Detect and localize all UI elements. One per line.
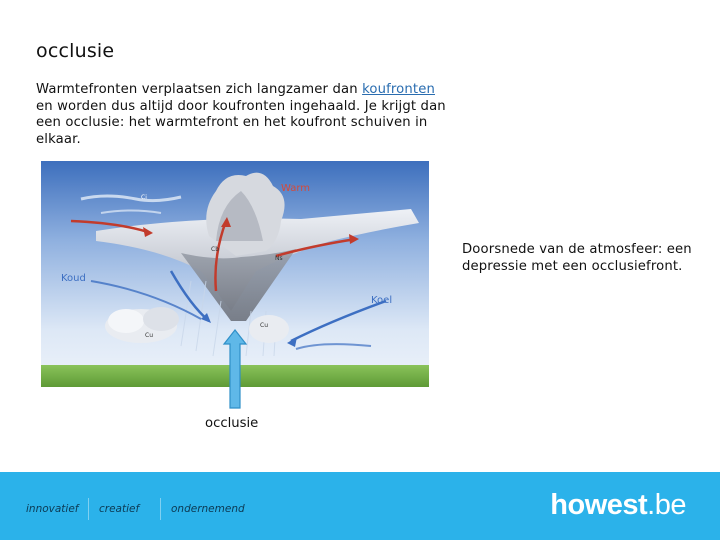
- tagline-creatief: creatief: [99, 503, 140, 515]
- paragraph-text-start: Warmtefronten verplaatsen zich langzamer dan: [36, 82, 363, 97]
- figure-caption: Doorsnede van de atmosfeer: een depressie met een occlusiefront.: [462, 242, 692, 274]
- figure-label-warm: Warm: [281, 183, 311, 194]
- logo-main-text: howest: [550, 489, 648, 521]
- slide-paragraph: [36, 82, 456, 148]
- pointer-label: occlusie: [205, 416, 259, 431]
- figure-label-ns: Ns: [275, 255, 283, 262]
- tagline-innovatief: innovatief: [26, 503, 79, 515]
- figure-label-koud: Koud: [61, 273, 86, 284]
- figure-label-ci: Ci: [141, 194, 147, 201]
- logo-domain-text: .be: [647, 489, 686, 521]
- slide-title: occlusie: [36, 40, 115, 62]
- footer-divider: [160, 498, 161, 520]
- figure-label-koel: Koel: [371, 295, 393, 306]
- koufronten-link[interactable]: koufronten: [362, 82, 435, 97]
- figure-label-cu-right: Cu: [260, 322, 268, 329]
- footer-bar: [0, 472, 720, 540]
- figure-label-cb: Cb: [211, 246, 219, 253]
- tagline-ondernemend: ondernemend: [171, 503, 245, 515]
- arrow-up-icon: [222, 328, 248, 410]
- paragraph-text-end: en worden dus altijd door koufronten ingehaald. Je krijgt dan een occlusie: het warmtefront en het koufront schuiven in elkaar.: [36, 98, 446, 147]
- figure-label-cu-left: Cu: [145, 332, 153, 339]
- howest-logo[interactable]: [550, 489, 686, 522]
- footer-divider: [88, 498, 89, 520]
